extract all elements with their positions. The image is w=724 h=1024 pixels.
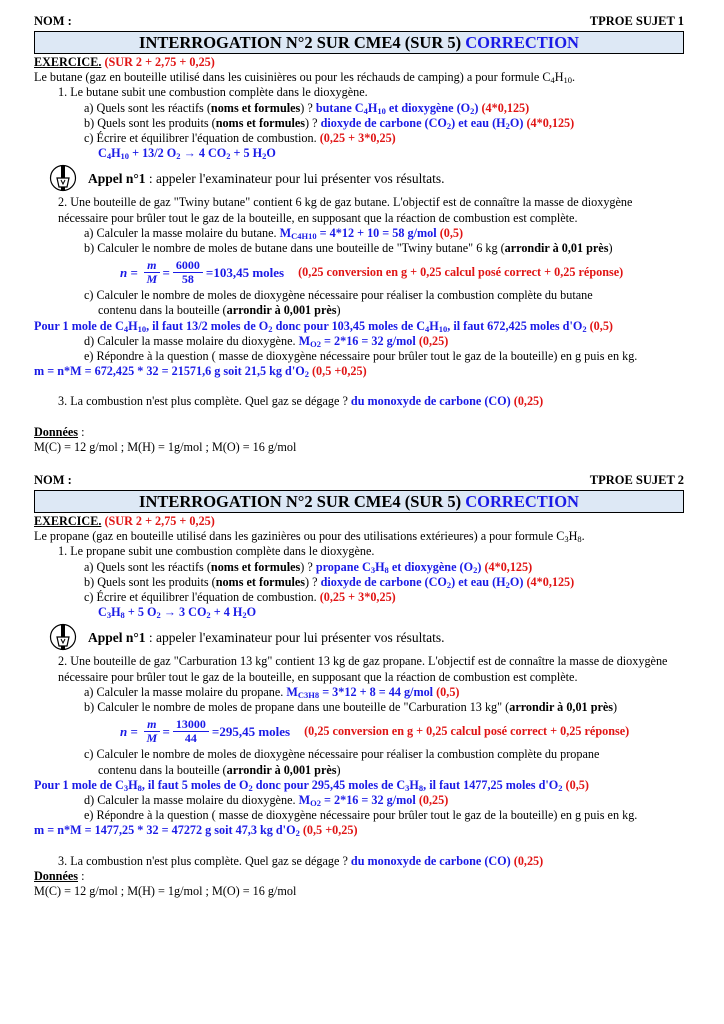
question-2c-cont: contenu dans la bouteille (arrondir à 0,001 près) — [98, 303, 341, 318]
exercise-header: EXERCICE. (SUR 2 + 2,75 + 0,25) — [34, 55, 215, 69]
header-line — [34, 473, 684, 490]
question-2d: d) Calculer la masse molaire du dioxygène. $M_{O2} = 2*16 = 32$ g/mol (0,25) — [84, 792, 449, 808]
header-line — [34, 14, 684, 31]
question-1b: b) Quels sont les produits (noms et formules) ? dioxyde de carbone $(CO_2)$ et eau $(H_2O)$ (4*0,125) — [84, 115, 575, 131]
subject-section — [34, 473, 684, 899]
proportion-answer: Pour 1 mole de $C_3H_8$, il faut 5 moles de $O_2$ donc pour 295,45 moles de $C_3H_8$, il faut 1477,25 moles $d'O_2$ (0,5) — [34, 777, 589, 793]
question-1b: b) Quels sont les produits (noms et formules) ? dioxyde de carbone $(CO_2)$ et eau $(H_2O)$ (4*0,125) — [84, 574, 575, 590]
question-2a: a) Calculer la masse molaire du butane. $M_{C4H10} = 4*12 + 10 = 58$ g/mol (0,5) — [84, 225, 464, 241]
question-1a: a) Quels sont les réactifs (noms et formules) ? propane $C_3H_8$ et dioxygène $(O_2)$ (4*0,125) — [84, 559, 533, 575]
appel-callout: Appel n°1 : appeler l'examinateur pour lui présenter vos résultats. — [34, 620, 684, 654]
question-2e: e) Répondre à la question ( masse de dioxygène nécessaire pour brûler tout le gaz de la bouteille) en g puis en kg. — [84, 349, 638, 364]
nom-label: NOM : — [34, 473, 72, 488]
question-1c: c) Écrire et équilibrer l'équation de combustion. (0,25 + 3*0,25) — [84, 131, 396, 146]
question-2b: b) Calculer le nombre de moles de propane dans une bouteille de "Carburation 13 kg" (arrondir à 0,01 près) — [84, 700, 618, 715]
donnees-values: M(C) = 12 g/mol ; M(H) = 1g/mol ; M(O) = 16 g/mol — [34, 883, 297, 898]
mass-answer: m = n*M = 1477,25 * 32 = 47272 g soit 47,3 kg $d'O_2$ (0,5 +0,25) — [34, 823, 358, 839]
question-3: 3. La combustion n'est plus complète. Quel gaz se dégage ? du monoxyde de carbone (CO) (0,25) — [58, 853, 544, 868]
appel-callout: Appel n°1 : appeler l'examinateur pour lui présenter vos résultats. — [34, 161, 684, 195]
question-2c: c) Calculer le nombre de moles de dioxygène nécessaire pour réaliser la combustion complète du propane — [84, 747, 600, 762]
donnees-label: Données : — [34, 424, 85, 439]
question-1: 1. Le butane subit une combustion complète dans le dioxygène. — [58, 85, 368, 100]
exercise-intro: Le propane (gaz en bouteille utilisé dans les gazinières ou pour des utilisations extérieures) a pour formule $C_3H_8$. — [34, 529, 585, 545]
proportion-answer: Pour 1 mole de $C_4H_{10}$, il faut 13/2 moles de $O_2$ donc pour 103,45 moles de $C_4H_{10}$, il faut 672,425 moles $d'O_2$ (0,5) — [34, 318, 613, 334]
question-2e: e) Répondre à la question ( masse de dioxygène nécessaire pour brûler tout le gaz de la bouteille) en g puis en kg. — [84, 808, 638, 823]
correction-label: CORRECTION — [465, 33, 579, 52]
question-2b: b) Calculer le nombre de moles de butane dans une bouteille de "Twiny butane" 6 kg (arrondir à 0,01 près) — [84, 241, 613, 256]
nom-label: NOM : — [34, 14, 72, 28]
question-2c: c) Calculer le nombre de moles de dioxygène nécessaire pour réaliser la combustion complète du butane — [84, 288, 593, 303]
combustion-equation: $C_4H_{10} + 13/2$ $O_2 \to 4$ $CO_2 + 5$ $H_2O$ — [98, 146, 276, 162]
question-2c-cont: contenu dans la bouteille (arrondir à 0,001 près) — [98, 762, 341, 777]
donnees-label: Données : — [34, 868, 85, 883]
question-2a: a) Calculer la masse molaire du propane. $M_{C3H8} = 3*12 + 8 = 44$ g/mol (0,5) — [84, 684, 460, 700]
question-2: 2. Une bouteille de gaz "Carburation 13 kg" contient 13 kg de gaz propane. L'objectif est de connaître la masse de dioxygène nécessaire pour brûler tout le gaz de la bouteille, en supposant que la réaction de combustion est complète. — [58, 654, 668, 684]
question-2d: d) Calculer la masse molaire du dioxygène. $M_{O2} = 2*16 = 32$ g/mol (0,25) — [84, 333, 449, 349]
combustion-equation: $C_3H_8 + 5$ $O_2 \to 3$ $CO_2 + 4$ $H_2O$ — [98, 605, 257, 621]
subject-number: TPROE SUJET 1 — [589, 14, 684, 28]
correction-label: CORRECTION — [465, 492, 579, 512]
moles-formula: n = $\frac{m}{M}$ = $\frac{6000}{58}$ = 103,45 moles (0,25 conversion en g + 0,25 calcul posé correct + 0,25 réponse) — [120, 257, 624, 286]
donnees-values: M(C) = 12 g/mol ; M(H) = 1g/mol ; M(O) = 16 g/mol — [34, 439, 297, 454]
moles-formula: n = $\frac{m}{M}$ = $\frac{13000}{44}$ = 295,45 moles (0,25 conversion en g + 0,25 calcul posé correct + 0,25 réponse) — [120, 716, 630, 745]
page-title: INTERROGATION N°2 SUR CME4 (SUR 5) CORRECTION — [34, 31, 684, 54]
page-title: INTERROGATION N°2 SUR CME4 (SUR 5) CORRECTION — [34, 490, 684, 513]
exercise-intro: Le butane (gaz en bouteille utilisé dans les cuisinières ou pour les réchauds de camping) a pour formule $C_4H_{10}$. — [34, 70, 576, 86]
question-3: 3. La combustion n'est plus complète. Quel gaz se dégage ? du monoxyde de carbone (CO) (0,25) — [58, 394, 544, 409]
question-2: 2. Une bouteille de gaz "Twiny butane" contient 6 kg de gaz butane. L'objectif est de connaître la masse de dioxygène nécessaire pour brûler tout le gaz de la bouteille, en supposant que la réaction de combustion est complète. — [58, 195, 633, 225]
hand-pointer-icon — [48, 622, 78, 652]
subject-number: TPROE SUJET 2 — [589, 473, 684, 488]
subject-section — [34, 14, 684, 455]
question-1a: a) Quels sont les réactifs (noms et formules) ? butane $C_4H_{10}$ et dioxygène $(O_2)$ (4*0,125) — [84, 100, 530, 116]
hand-pointer-icon — [48, 163, 78, 193]
question-1: 1. Le propane subit une combustion complète dans le dioxygène. — [58, 544, 375, 559]
question-1c: c) Écrire et équilibrer l'équation de combustion. (0,25 + 3*0,25) — [84, 590, 396, 605]
exercise-header: EXERCICE. (SUR 2 + 2,75 + 0,25) — [34, 514, 215, 529]
mass-answer: m = n*M = 672,425 * 32 = 21571,6 g soit 21,5 kg $d'O_2$ (0,5 +0,25) — [34, 364, 367, 380]
